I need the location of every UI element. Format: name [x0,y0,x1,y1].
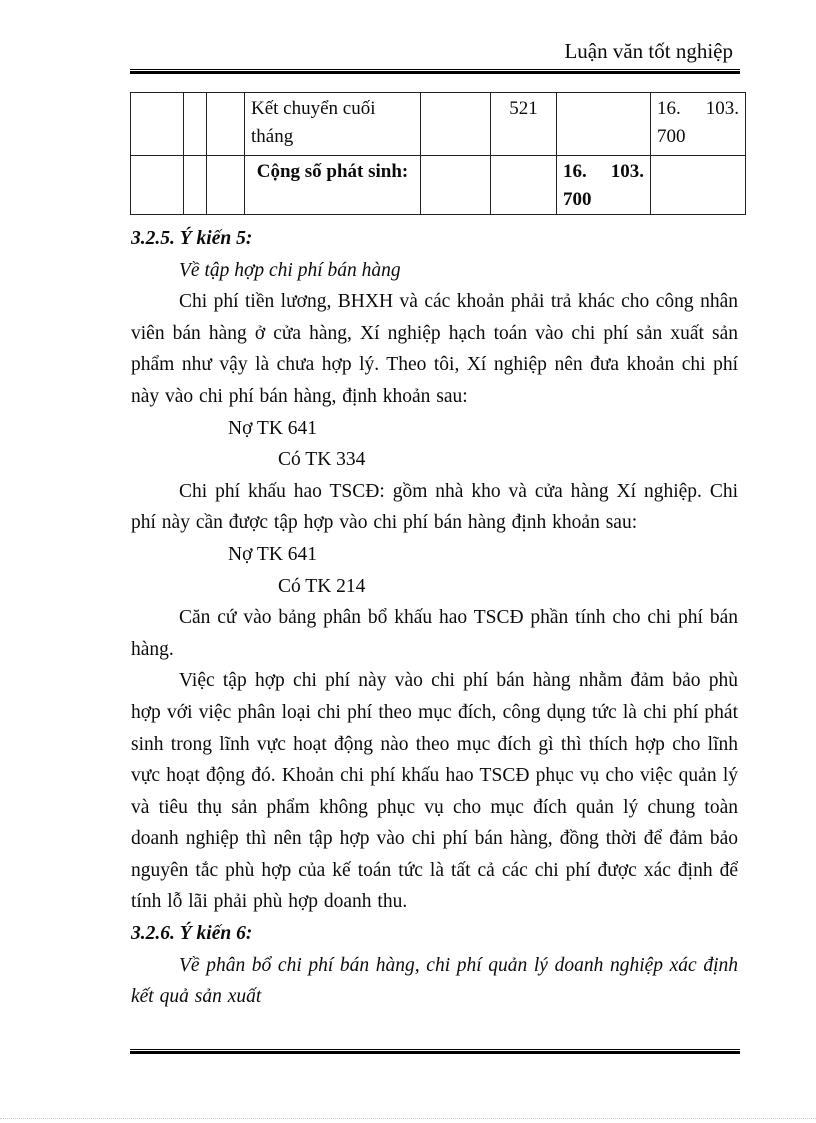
table-cell [557,93,651,156]
rule-thin-line [130,1049,740,1050]
page-header-title: Luận văn tốt nghiệp [564,39,733,63]
paragraph: Việc tập hợp chi phí này vào chi phí bán hàng nhằm đảm bảo phù hợp với việc phân loại chi phí theo mục đích, công dụng tức là chi phí phát sinh trong lĩnh vực hoạt động nào theo mục đích gì thì thích hợp cho lĩnh vực hoạt động đó. Khoản chi phí khấu hao TSCĐ phục vụ cho việc quản lý và tiêu thụ sản phẩm không phục vụ cho mục đích quản lý chung toàn doanh nghiệp thì nên tập hợp vào chi phí bán hàng, đồng thời để đảm bảo nguyên tắc phù hợp của kế toán tức là tất cả các chi phí được xác định để tính lỗ lãi phải phù hợp doanh thu. [131,670,738,913]
rule-thick-line [130,1051,740,1054]
page-bottom-dotted-edge [0,1118,816,1119]
table-row [131,93,746,156]
footer-double-rule [130,1049,740,1054]
section-heading-3-2-6: 3.2.6. Ý kiến 6: [131,923,253,945]
table-cell [651,156,746,215]
table-cell [421,156,491,215]
table-cell [421,93,491,156]
header-double-rule [130,69,740,74]
table-cell [184,156,207,215]
table-cell [491,156,557,215]
paragraph: Chi phí khấu hao TSCĐ: gồm nhà kho và cửa hàng Xí nghiệp. Chi phí này cần được tập hợp vào chi phí bán hàng định khoản sau: [131,480,738,534]
table-cell-account: 521 [491,93,557,156]
table-cell [131,93,184,156]
table-cell-description: Kết chuyển cuối tháng [245,93,421,156]
table-row [131,156,746,215]
rule-thick-line [130,71,740,74]
table-cell [131,156,184,215]
rule-thin-line [130,69,740,70]
account-entry-debit: Nợ TK 641 [228,543,318,565]
section-subtitle-5: Về tập hợp chi phí bán hàng [179,259,401,281]
account-entry-credit: Có TK 214 [278,575,366,597]
ledger-table [130,92,746,215]
document-body [131,223,738,1013]
section-subtitle-6: Về phân bổ chi phí bán hàng, chi phí quản lý doanh nghiệp xác định kết quả sản xuất [131,954,738,1008]
table-cell-total-label: Cộng số phát sinh: [245,156,421,215]
table-cell [207,156,245,215]
paragraph: Căn cứ vào bảng phân bổ khấu hao TSCĐ phần tính cho chi phí bán hàng. [131,607,738,660]
account-entry-debit: Nợ TK 641 [228,417,318,439]
paragraph: Chi phí tiền lương, BHXH và các khoản phải trả khác cho công nhân viên bán hàng ở cửa hàng, Xí nghiệp hạch toán vào chi phí sản xuất sản phẩm như vậy là chưa hợp lý. Theo tôi, Xí nghiệp nên đưa khoản chi phí này vào chi phí bán hàng, định khoản sau: [131,291,738,407]
table-cell-amount: 16. 103. 700 [651,93,746,156]
table-cell [207,93,245,156]
section-heading-3-2-5: 3.2.5. Ý kiến 5: [131,228,253,249]
table-cell [184,93,207,156]
table-cell-total-amount: 16. 103. 700 [557,156,651,215]
account-entry-credit: Có TK 334 [278,449,366,471]
